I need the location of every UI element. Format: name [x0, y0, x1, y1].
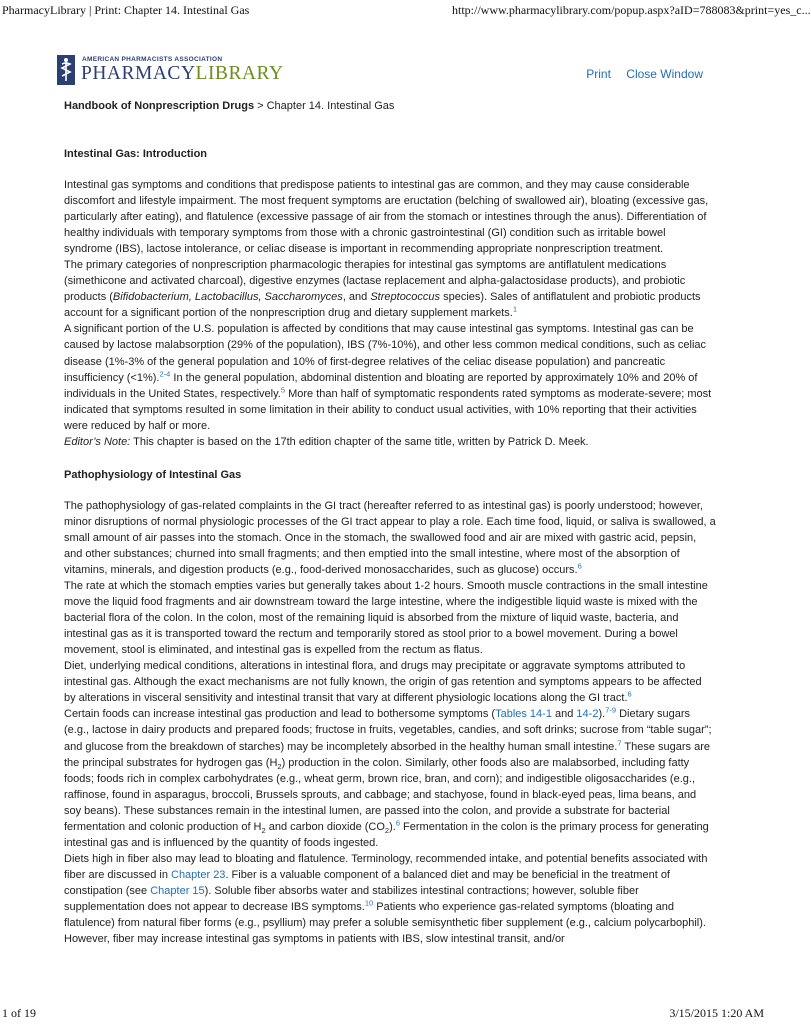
breadcrumb-separator: > [254, 100, 267, 112]
citation-ref[interactable]: 7 [617, 737, 622, 747]
logo-wordmark [81, 63, 284, 85]
section-heading-pathophysiology: Pathophysiology of Intestinal Gas [64, 468, 242, 481]
citation-ref[interactable]: 2-4 [159, 368, 171, 378]
patho-paragraph-2: The rate at which the stomach empties varies but generally takes about 1-2 hours. Smooth muscle contractions in the small intestine move the liquid food fragments and air downstream toward the large intestine, where the indigestible liquid waste is mixed with the bacterial flora of the colon. In the colon, most of the remaining liquid is absorbed from the mixture of liquid waste, bacteria, and intestinal gas as it is transported toward the rectum and temporarily stored as stool prior to a bowel movement. During a bowel movement, stool is eliminated, and intestinal gas is expelled from the rectum as flatus. [64, 580, 708, 657]
citation-ref[interactable]: 6 [577, 561, 582, 571]
citation-ref[interactable]: 5 [280, 384, 286, 394]
patho-paragraph-5: Diets high in fiber also may lead to bloating and flatulence. Terminology, recommended intake, and potential benefits associated with fiber are discussed in Chapter 23. Fiber is a valuable component of a balanced diet and may be beneficial in the treatment of constipation (see Chapter 15). Soluble fiber absorbs water and stabilizes intestinal contractions; however, soluble fiber supplementation does not appear to decrease IBS symptoms.$^{10}$ Patients who experience gas-related symptoms (bloating and flatulence) from natural fiber forms (e.g., psyllium) may prefer a soluble semisynthetic fiber supplement (e.g., calcium polycarbophil). However, fiber may increase intestinal gas symptoms in patients with IBS, slow intestinal transit, and/or [64, 852, 708, 946]
intro-paragraph-2: The primary categories of nonprescription pharmacologic therapies for intestinal gas symptoms are antiflatulent medications (simethicone and activated charcoal), digestive enzymes (lactase replacement and alpha-galactosidase products), and probiotic products (Bifidobacterium, Lactobacillus, Saccharomyces, and Streptococcus species). Sales of antiflatulent and probiotic products account for a significant portion of the nonprescription drug and dietary supplement markets.$^1$ [64, 259, 701, 320]
citation-ref[interactable]: 6 [627, 689, 632, 699]
pharmacy-library-logo[interactable] [57, 55, 284, 87]
citation-ref[interactable]: 6 [395, 818, 400, 828]
chapter-15-link[interactable]: Chapter 15 [150, 884, 205, 897]
top-links [574, 67, 703, 81]
print-datetime: 3/15/2015 1:20 AM [669, 1006, 764, 1020]
section-heading-introduction: Intestinal Gas: Introduction [64, 148, 208, 160]
patho-paragraph-1: The pathophysiology of gas-related complaints in the GI tract (hereafter referred to as intestinal gas) is poorly understood; however, minor disruptions of normal physiologic processes of the GI tract appear to play a role. Each time food, liquid, or saliva is swallowed, a small amount of air passes into the stomach. Once in the stomach, the swallowed food and air are mixed with gastric acid, pepsin, and other substances; churned into small fragments; and then emptied into the small intestine, where most of the absorption of vitamins, minerals, and digestion products (e.g., food-derived monosaccharides, such as glucose) occurs.$^6$ [64, 499, 716, 576]
page-url: http://www.pharmacylibrary.com/popup.aspx?aID=788083&print=yes_c... [452, 3, 811, 17]
citation-ref[interactable]: 7-9 [605, 705, 617, 715]
table-14-1-link[interactable]: Tables 14-1 [495, 708, 552, 721]
article-content [64, 147, 716, 947]
print-link[interactable]: Print [586, 67, 611, 81]
chapter-23-link[interactable]: Chapter 23 [171, 868, 226, 881]
intro-paragraph-3: A significant portion of the U.S. population is affected by conditions that may cause intestinal gas symptoms. Intestinal gas can be caused by lactose malabsorption (29% of the population), IBS (7%-10%), and other less common medical conditions, such as celiac disease (1%-3% of the general population and 10% of first-degree relatives of the celiac disease population) and pancreatic insufficiency (<1%).$^{2-4}$ In the general population, abdominal distention and bloating are reported by approximately 10% and 20% of individuals in the United States, respectively.$^5$ More than half of symptomatic respondents rated symptoms as moderate-severe; most indicated that symptoms resulted in some limitation in their ability to conduct usual activities, with 10% reporting that their activities were reduced by half or more. [64, 323, 712, 432]
page-count: 1 of 19 [2, 1006, 36, 1020]
table-14-2-link[interactable]: 14-2 [576, 708, 599, 721]
breadcrumb [64, 100, 394, 112]
breadcrumb-chapter: Chapter 14. Intestinal Gas [266, 100, 395, 112]
patho-paragraph-3: Diet, underlying medical conditions, alterations in intestinal flora, and drugs may precipitate or aggravate symptoms attributed to intestinal gas. Although the exact mechanisms are not fully known, the origin of gas retention and symptoms appears to be affected by alterations in visceral sensitivity and intestinal transit that vary at different physiologic locations along the GI tract.$^6$ [64, 660, 702, 705]
citation-ref[interactable]: 1 [512, 304, 517, 314]
page-title: PharmacyLibrary | Print: Chapter 14. Intestinal Gas [2, 3, 250, 17]
print-footer [0, 1002, 768, 1024]
apha-emblem-icon [57, 55, 75, 85]
close-window-link[interactable]: Close Window [626, 67, 703, 81]
logo-word-library: LIBRARY [195, 63, 284, 84]
print-header [0, 0, 811, 22]
intro-paragraph-1: Intestinal gas symptoms and conditions that predispose patients to intestinal gas are common, and they may cause considerable discomfort and lifestyle impairment. The most frequent symptoms are eructation (belching of swallowed air), bloating (excessive gas, particularly after eating), and flatulence (excessive passage of air from the stomach or intestines through the anus). Differentiation of healthy individuals with temporary symptoms from those with a chronic gastrointestinal (GI) condition such as irritable bowel syndrome (IBS), lactose intolerance, or celiac disease is important in recommending appropriate nonprescription treatment. [64, 179, 709, 256]
editors-note-label: Editor’s Note: [64, 435, 131, 448]
patho-paragraph-4: Certain foods can increase intestinal gas production and lead to bothersome symptoms (Tables 14-1 and 14-2).$^{7-9}$ Dietary sugars (e.g., lactose in dairy products and prepared foods; fructose in fruits, vegetables, candies, and soft drinks; sucrose from “table sugar”; and glucose from the breakdown of starches) may be incompletely absorbed in the healthy human small intestine.$^7$ These sugars are the principal substrates for hydrogen gas $(H_2)$ production in the colon. Similarly, other foods also are malabsorbed, including fatty foods; foods rich in complex carbohydrates (e.g., wheat germ, brown rice, bran, and corn); and indigestible oligosaccharides (e.g., raffinose, found in asparagus, broccoli, Brussels sprouts, and cabbage; and stachyose, found in black-eyed peas, lima beans, and soy beans). These substances remain in the intestinal lumen, are passed into the colon, and provide a substrate for bacterial fermentation and colonic production of $H_2$ and carbon dioxide $(CO_2).^6$ Fermentation in the colon is the primary process for generating intestinal gas and is influenced by the quantity of foods ingested. [64, 705, 712, 849]
breadcrumb-book[interactable]: Handbook of Nonprescription Drugs [64, 100, 255, 112]
editors-note: Editor’s Note: This chapter is based on the 17th edition chapter of the same title, written by Patrick D. Meek. [64, 435, 589, 448]
logo-association: AMERICAN PHARMACISTS ASSOCIATION [82, 56, 223, 63]
logo-word-pharmacy: PHARMACY [81, 63, 196, 84]
citation-ref[interactable]: 10 [364, 898, 374, 908]
